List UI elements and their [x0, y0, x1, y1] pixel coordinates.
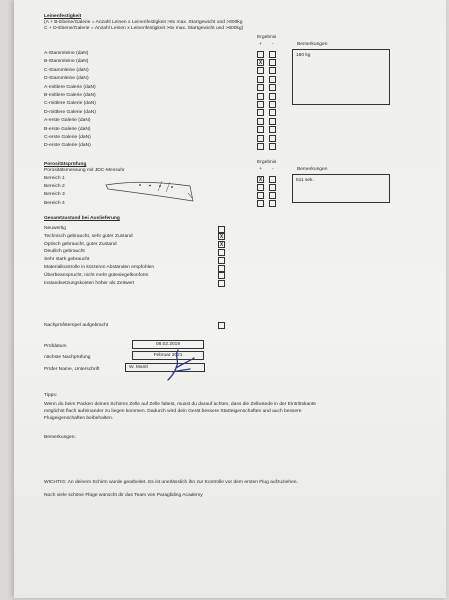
lines-row-plus-checkbox[interactable]	[257, 135, 264, 142]
lines-row-plus-checkbox[interactable]: X	[258, 59, 263, 66]
heading-title: Leinenfestigkeit	[44, 14, 82, 19]
lines-row-label: D-Stammleine (daN)	[44, 76, 89, 82]
lines-row-plus-checkbox[interactable]	[257, 143, 264, 150]
lines-row-label: D-erste Galerie (daN)	[44, 143, 91, 149]
lines-row-minus-checkbox[interactable]	[269, 101, 276, 108]
lines-row-label: D-mittlere Galerie (daN)	[44, 109, 96, 115]
porosity-row-plus-checkbox[interactable]	[257, 200, 264, 207]
lines-row-minus-checkbox[interactable]	[269, 51, 276, 58]
heading-line-1: (A + B-Ebene/Galerie = Anzahl Leinen x Leinenfestigkeit >8x max. Startgewicht und >800kg	[44, 20, 243, 25]
porosity-row-plus-checkbox[interactable]: X	[258, 176, 263, 183]
condition-title: Gesamtzustand bei Auslieferung	[44, 216, 120, 221]
porosity-remark-text: 511 sek.	[296, 178, 314, 183]
condition-row-checkbox[interactable]	[218, 257, 225, 264]
lines-row-minus-checkbox[interactable]	[269, 135, 276, 142]
lines-row-label: B-Stammleine (daN)	[44, 59, 89, 65]
condition-row-checkbox[interactable]	[218, 249, 225, 256]
lines-bemerkungen-label: Bemerkungen	[297, 42, 328, 47]
heading-line-2: C + D-Ebene/Galerie = Anzahl Leinen x Leinenfestigkeit >6x max. Startgewicht und >600kg)	[44, 26, 244, 31]
wing-sketch-icon	[102, 177, 197, 207]
condition-row-label: Technisch gebraucht, sehr guter Zustand	[44, 233, 133, 239]
lines-plus-label: +	[259, 42, 262, 47]
lines-remark-text: 180 kg	[296, 53, 311, 58]
condition-row-label: Instandsetzungskosten höher als Zeitwert	[44, 280, 135, 286]
pruefdatum-value[interactable]: 08.02.2019	[132, 340, 204, 349]
lines-row-label: C-mittlere Galerie (daN)	[44, 101, 96, 107]
pruefdatum-label: Prüfdatum	[44, 344, 67, 349]
porosity-ergebnis-label: Ergebnis	[257, 160, 277, 165]
lines-row-plus-checkbox[interactable]	[257, 67, 264, 74]
condition-row-checkbox[interactable]: X	[219, 242, 224, 249]
condition-row-checkbox[interactable]	[218, 272, 225, 279]
lines-row-minus-checkbox[interactable]	[269, 59, 276, 66]
lines-row-plus-checkbox[interactable]	[257, 51, 264, 58]
lines-row-minus-checkbox[interactable]	[269, 67, 276, 74]
condition-row-label: Materialkontrolle in kürzeren Abständen empfohlen	[44, 265, 155, 270]
lines-row-plus-checkbox[interactable]	[257, 84, 264, 91]
condition-row-label: Optisch gebraucht, guter Zustand	[44, 241, 117, 247]
lines-row-minus-checkbox[interactable]	[269, 143, 276, 150]
porosity-minus-label: -	[272, 167, 274, 172]
footer-warning: WICHTIG: An deinem Schirm wurde gearbeitet. Es ist unerlässlich ihn zur Kontrolle vor dem ersten Flug aufzuziehen.	[44, 480, 298, 485]
lines-row-minus-checkbox[interactable]	[269, 93, 276, 100]
porosity-row-minus-checkbox[interactable]	[269, 184, 276, 191]
porosity-subtitle: Porositätsmessung mit JDC-Messuhr	[44, 168, 125, 173]
lines-row-minus-checkbox[interactable]	[269, 118, 276, 125]
porosity-row-label: Bereich 1	[44, 176, 65, 181]
lines-row-plus-checkbox[interactable]	[257, 101, 264, 108]
signature-icon	[164, 348, 200, 382]
porosity-row-minus-checkbox[interactable]	[269, 176, 276, 183]
lines-row-plus-checkbox[interactable]	[257, 118, 264, 125]
condition-row-checkbox[interactable]: X	[219, 234, 224, 241]
lines-row-plus-checkbox[interactable]	[257, 93, 264, 100]
porosity-bemerkungen-label: Bemerkungen	[297, 167, 328, 172]
lines-row-minus-checkbox[interactable]	[269, 84, 276, 91]
naechste-value[interactable]: Februar 2021	[132, 351, 204, 360]
tips-line-1: Wenn du beim Packen deines Schirms Zelle auf Zelle faltest, musst du darauf achten, dass die Zellwände in der Eintrittskante	[44, 402, 317, 407]
notes-label: Bemerkungen:	[44, 435, 76, 440]
lines-row-label: A-mittlere Galerie (daN)	[44, 84, 96, 90]
condition-row-label: Überbeansprucht, nicht mehr gütesiegelkonform	[44, 272, 149, 278]
pruefer-value[interactable]: W. Mantl	[125, 363, 205, 372]
porosity-row-minus-checkbox[interactable]	[269, 200, 276, 207]
porosity-remarks-box	[292, 174, 390, 203]
lines-row-label: C-erste Galerie (daN)	[44, 135, 91, 140]
lines-row-label: B-erste Galerie (daN)	[44, 126, 91, 132]
lines-row-minus-checkbox[interactable]	[269, 109, 276, 116]
condition-row-checkbox[interactable]	[218, 226, 225, 233]
lines-row-label: C-Stammleine (daN)	[44, 67, 89, 73]
lines-ergebnis-label: Ergebnis	[257, 35, 277, 40]
tips-line-3: Fluigeigenschaften beibehalten.	[44, 416, 114, 421]
condition-row-label: Neuwertig	[44, 226, 67, 231]
lines-row-label: B-mittlere Galerie (daN)	[44, 93, 96, 98]
porosity-row-plus-checkbox[interactable]	[257, 184, 264, 191]
pruefer-label: Prüfer Name, Unterschrift	[44, 367, 100, 372]
lines-row-label: A-Stammleine (daN)	[44, 51, 89, 56]
lines-row-label: A-erste Galerie (daN)	[44, 118, 91, 124]
porosity-row-plus-checkbox[interactable]	[257, 192, 264, 199]
lines-row-plus-checkbox[interactable]	[257, 76, 264, 83]
lines-minus-label: -	[272, 42, 274, 47]
porosity-row-minus-checkbox[interactable]	[269, 192, 276, 199]
condition-row-checkbox[interactable]	[218, 265, 225, 272]
lines-remarks-box	[292, 49, 390, 105]
condition-row-checkbox[interactable]	[218, 280, 225, 287]
lines-row-plus-checkbox[interactable]	[257, 109, 264, 116]
porosity-title: Porositätsprüfung	[44, 162, 87, 167]
condition-row-label: Sehr stark gebraucht	[44, 257, 90, 263]
porosity-row-label: Bereich 4	[44, 200, 65, 206]
porosity-plus-label: +	[259, 167, 262, 172]
lines-row-plus-checkbox[interactable]	[257, 126, 264, 133]
condition-row-label: Deutlich gebraucht	[44, 249, 85, 255]
naechste-label: nächste Nachprüfung	[44, 355, 91, 360]
stamp-label: Nachprüfstempel aufgebracht	[44, 323, 109, 328]
tips-title: Tipps:	[44, 393, 58, 398]
tips-line-2: möglichst flach aufeinander zu liegen kommen. Dadurch wird dein Gerät bessere Starteigenschaften und auch bessere	[44, 409, 302, 414]
porosity-row-label: Bereich 3	[44, 192, 65, 198]
lines-row-minus-checkbox[interactable]	[269, 126, 276, 133]
stamp-checkbox[interactable]	[218, 322, 225, 329]
footer-wishes: Noch viele schöne Flüge wünscht dir das Team von Paragliding Academy	[44, 493, 203, 498]
lines-row-minus-checkbox[interactable]	[269, 76, 276, 83]
document-page	[14, 0, 446, 598]
porosity-row-label: Bereich 2	[44, 184, 65, 190]
